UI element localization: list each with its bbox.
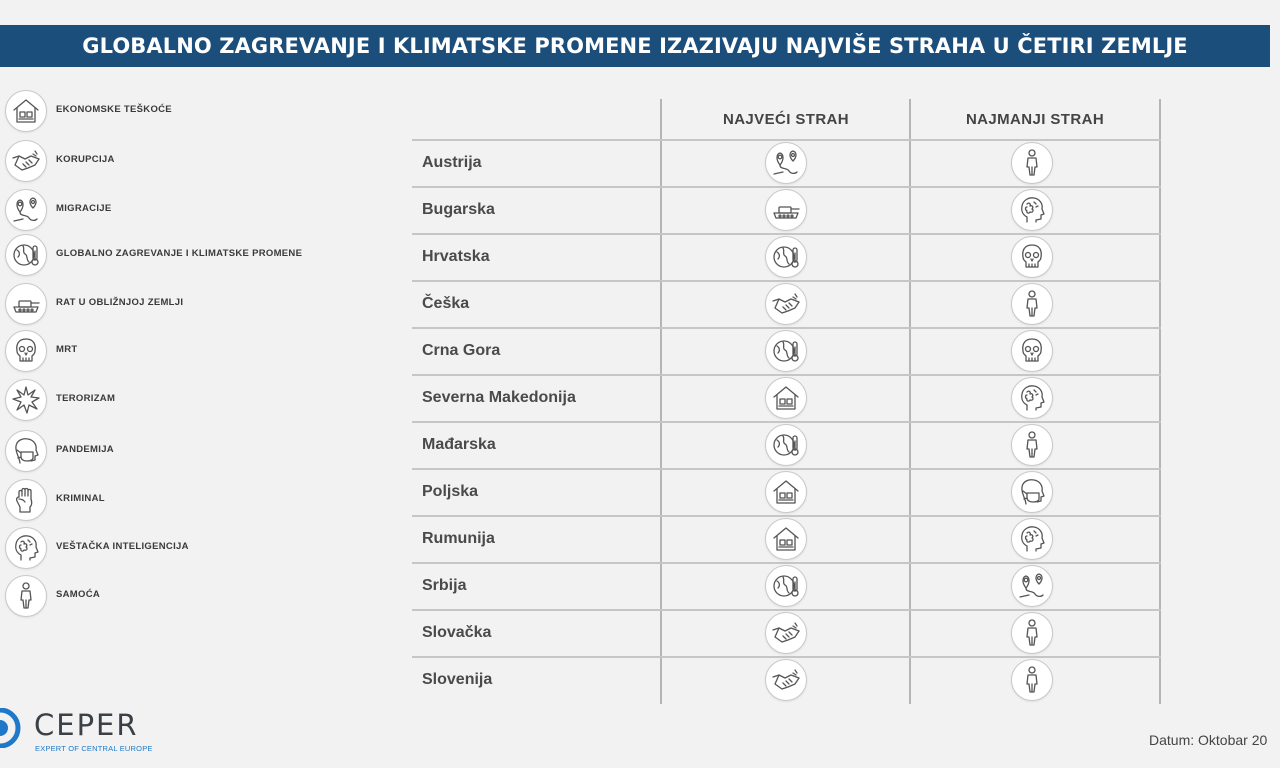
globe-thermometer-icon	[765, 330, 807, 372]
tank-icon	[765, 189, 807, 231]
table-row-separator	[412, 280, 1161, 282]
fear-table	[412, 99, 1161, 704]
legend-item	[5, 90, 365, 136]
legend-item	[5, 479, 365, 525]
legend-label: KORUPCIJA	[56, 154, 115, 165]
date-label: Datum: Oktobar 20	[1149, 732, 1268, 748]
map-pins-icon	[5, 189, 47, 231]
table-row-separator	[412, 421, 1161, 423]
country-name: Hrvatska	[422, 248, 490, 265]
country-name: Bugarska	[422, 201, 495, 218]
country-name: Severna Makedonija	[422, 389, 576, 406]
country-name: Slovenija	[422, 671, 493, 688]
face-mask-icon	[1011, 471, 1053, 513]
table-row-separator	[412, 515, 1161, 517]
legend-label: VEŠTAČKA INTELIGENCIJA	[56, 541, 189, 552]
handshake-icon	[765, 612, 807, 654]
logo-tagline: EXPERT OF CENTRAL EUROPE	[35, 744, 153, 753]
legend-item	[5, 575, 365, 621]
explosion-icon	[5, 379, 47, 421]
country-name: Crna Gora	[422, 342, 501, 359]
legend-label: KRIMINAL	[56, 493, 105, 504]
skull-icon	[5, 330, 47, 372]
table-row-separator	[412, 656, 1161, 658]
table-row-separator	[412, 609, 1161, 611]
table-divider	[660, 99, 662, 704]
legend-label: TERORIZAM	[56, 393, 116, 404]
legend-label: MIGRACIJE	[56, 203, 112, 214]
house-icon	[765, 471, 807, 513]
country-name: Poljska	[422, 483, 479, 500]
legend-label: SAMOĆA	[56, 589, 101, 600]
ceper-logo	[0, 708, 200, 758]
handshake-icon	[5, 140, 47, 182]
legend-item	[5, 379, 365, 425]
house-icon	[765, 377, 807, 419]
person-icon	[5, 575, 47, 617]
country-name: Slovačka	[422, 624, 492, 641]
legend-label: PANDEMIJA	[56, 444, 114, 455]
brain-head-icon	[1011, 189, 1053, 231]
ceper-logo-mark-icon	[0, 708, 22, 748]
table-divider	[909, 99, 911, 704]
legend-item	[5, 527, 365, 573]
table-row-separator	[412, 562, 1161, 564]
face-mask-icon	[5, 430, 47, 472]
legend-item	[5, 430, 365, 476]
globe-thermometer-icon	[765, 424, 807, 466]
legend-label: RAT U OBLIŽNJOJ ZEMLJI	[56, 297, 184, 308]
country-name: Austrija	[422, 154, 482, 171]
legend-item	[5, 234, 365, 280]
page-title-banner	[0, 25, 1270, 67]
house-icon	[765, 518, 807, 560]
house-icon	[5, 90, 47, 132]
handshake-icon	[765, 659, 807, 701]
globe-thermometer-icon	[5, 234, 47, 276]
map-pins-icon	[1011, 565, 1053, 607]
person-icon	[1011, 424, 1053, 466]
country-name: Mađarska	[422, 436, 496, 453]
map-pins-icon	[765, 142, 807, 184]
logo-name: CEPER	[34, 708, 139, 742]
country-name: Srbija	[422, 577, 467, 594]
table-row-separator	[412, 139, 1161, 141]
country-name: Češka	[422, 295, 470, 312]
legend-label: GLOBALNO ZAGREVANJE I KLIMATSKE PROMENE	[56, 248, 303, 259]
header-least-fear: NAJMANJI STRAH	[965, 111, 1105, 128]
legend-item	[5, 283, 365, 329]
globe-thermometer-icon	[765, 565, 807, 607]
country-name: Rumunija	[422, 530, 495, 547]
page-title: GLOBALNO ZAGREVANJE I KLIMATSKE PROMENE IZAZIVAJU NAJVIŠE STRAHA U ČETIRI ZEMLJE	[82, 34, 1188, 58]
person-icon	[1011, 283, 1053, 325]
table-row-separator	[412, 233, 1161, 235]
brain-head-icon	[1011, 377, 1053, 419]
legend-item	[5, 330, 365, 376]
table-row-separator	[412, 327, 1161, 329]
person-icon	[1011, 142, 1053, 184]
table-row-separator	[412, 468, 1161, 470]
person-icon	[1011, 612, 1053, 654]
legend-label: EKONOMSKE TEŠKOĆE	[56, 104, 172, 115]
tank-icon	[5, 283, 47, 325]
fist-icon	[5, 479, 47, 521]
skull-icon	[1011, 236, 1053, 278]
skull-icon	[1011, 330, 1053, 372]
globe-thermometer-icon	[765, 236, 807, 278]
person-icon	[1011, 659, 1053, 701]
legend-item	[5, 189, 365, 235]
header-most-fear: NAJVEĆI STRAH	[722, 111, 850, 128]
table-divider	[1159, 99, 1161, 704]
legend-label: MRT	[56, 344, 78, 355]
table-row-separator	[412, 186, 1161, 188]
brain-head-icon	[1011, 518, 1053, 560]
legend-item	[5, 140, 365, 186]
brain-head-icon	[5, 527, 47, 569]
handshake-icon	[765, 283, 807, 325]
